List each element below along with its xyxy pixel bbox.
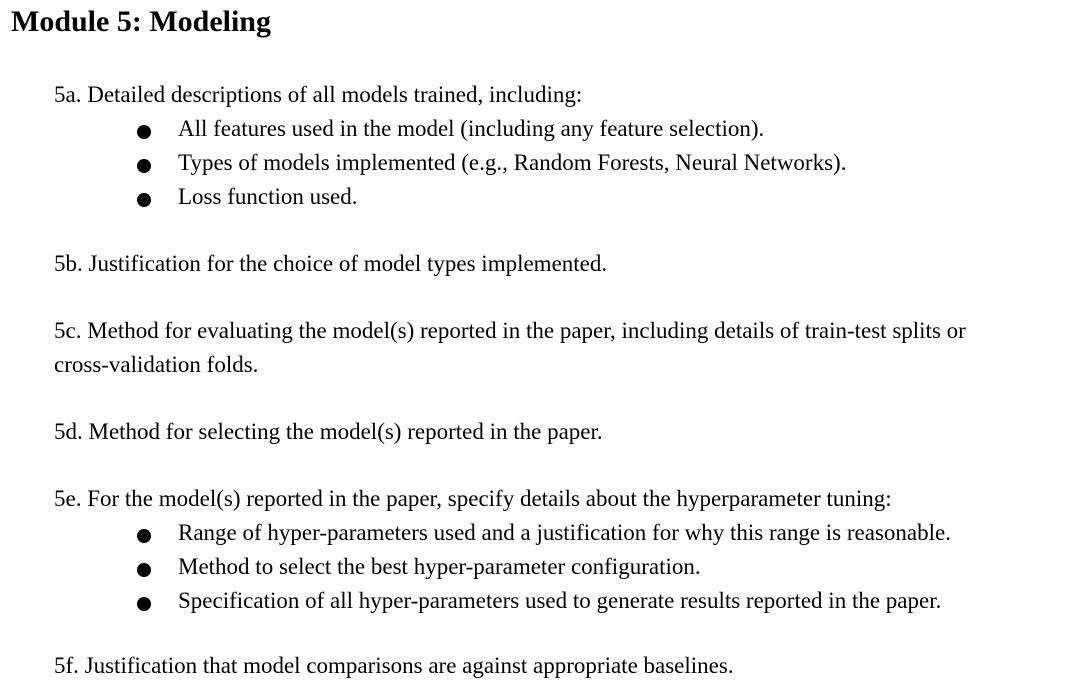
item-5c-line-1: 5c. Method for evaluating the model(s) reported in the paper, including details of train-test splits or — [54, 318, 966, 343]
item-5f-text: 5f. Justification that model comparisons are against appropriate baselines. — [54, 653, 734, 678]
item-5e-bullet-2: Method to select the best hyper-parameter configuration. — [178, 554, 701, 579]
item-5e-bullet-1: Range of hyper-parameters used and a justification for why this range is reasonable. — [178, 520, 951, 545]
page-title: Module 5: Modeling — [11, 5, 271, 38]
item-5b-text: 5b. Justification for the choice of model types implemented. — [54, 251, 608, 276]
bullet-icon — [137, 193, 151, 207]
bullet-icon — [137, 125, 151, 139]
bullet-icon — [137, 159, 151, 173]
item-5e-text: 5e. For the model(s) reported in the paper, specify details about the hyperparameter tuning: — [54, 486, 892, 511]
item-5d-text: 5d. Method for selecting the model(s) reported in the paper. — [54, 419, 603, 444]
item-5e-bullet-3: Specification of all hyper-parameters used to generate results reported in the paper. — [178, 588, 942, 613]
bullet-icon — [137, 529, 151, 543]
item-5c-line-2: cross-validation folds. — [54, 352, 259, 377]
bullet-icon — [137, 597, 151, 611]
item-5a-bullet-1: All features used in the model (including any feature selection). — [178, 116, 765, 141]
item-5a-bullet-2: Types of models implemented (e.g., Random Forests, Neural Networks). — [178, 150, 847, 175]
item-5a-text: 5a. Detailed descriptions of all models trained, including: — [54, 82, 583, 107]
item-5a-bullet-3: Loss function used. — [178, 184, 358, 209]
bullet-icon — [137, 563, 151, 577]
